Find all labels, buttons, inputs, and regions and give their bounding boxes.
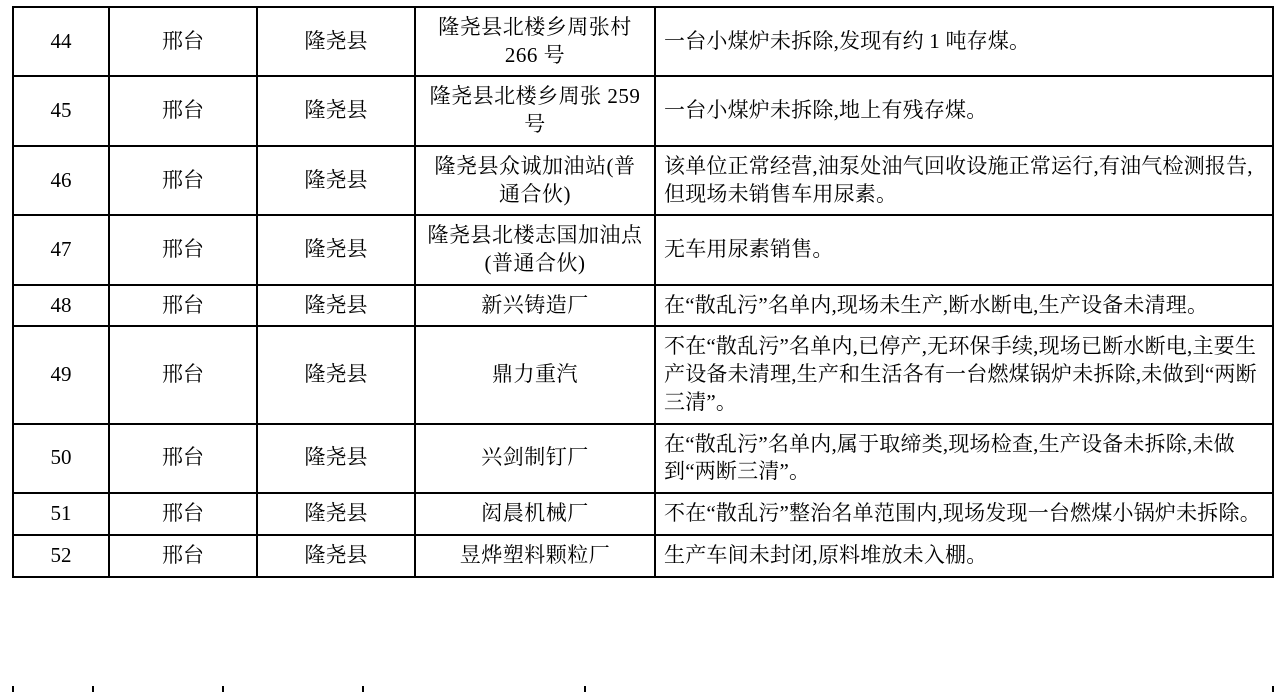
row-county-text: 隆尧县 (304, 362, 368, 387)
row-index-cell (13, 76, 109, 145)
row-description-cell (655, 493, 1273, 535)
row-entity-cell (415, 7, 655, 76)
row-entity-text: 兴剑制钉厂 (481, 445, 589, 470)
row-entity-cell (415, 76, 655, 145)
row-county-text: 隆尧县 (304, 542, 368, 567)
document-page (0, 6, 1280, 692)
row-city-cell (109, 493, 257, 535)
row-city-text: 邢台 (162, 237, 204, 262)
row-entity-text: 隆尧县北楼乡周张村 266 号 (438, 15, 632, 67)
row-county-cell (257, 7, 415, 76)
row-entity-cell (415, 146, 655, 215)
row-index-text: 47 (50, 237, 72, 262)
row-city-text: 邢台 (162, 98, 204, 123)
row-county-cell (257, 146, 415, 215)
row-index-text: 50 (50, 445, 72, 470)
row-description-text: 无车用尿素销售。 (664, 237, 834, 262)
row-description-text: 不在“散乱污”名单内,已停产,无环保手续,现场已断水断电,主要生产设备未清理,生产和生活各有一台燃煤锅炉未拆除,未做到“两断三清”。 (664, 334, 1257, 414)
row-county-text: 隆尧县 (304, 167, 368, 192)
row-index-cell (13, 535, 109, 577)
row-county-cell (257, 285, 415, 327)
row-entity-text: 闳晨机械厂 (481, 501, 589, 526)
row-county-text: 隆尧县 (304, 292, 368, 317)
inspection-table (12, 6, 1274, 578)
row-city-text: 邢台 (162, 362, 204, 387)
row-index-cell (13, 215, 109, 284)
row-city-cell (109, 7, 257, 76)
row-city-cell (109, 326, 257, 423)
row-entity-cell (415, 535, 655, 577)
table-row (13, 146, 1273, 215)
row-city-text: 邢台 (162, 28, 204, 53)
row-entity-text: 隆尧县北楼乡周张 259 号 (429, 84, 641, 137)
row-description-text: 在“散乱污”名单内,属于取缔类,现场检查,生产设备未拆除,未做到“两断三清”。 (664, 431, 1235, 484)
row-entity-cell (415, 285, 655, 327)
row-description-text: 生产车间未封闭,原料堆放未入棚。 (664, 542, 988, 567)
row-city-text: 邢台 (162, 445, 204, 470)
row-description-cell (655, 535, 1273, 577)
row-city-cell (109, 535, 257, 577)
row-index-text: 46 (50, 167, 72, 192)
table-body (13, 7, 1273, 577)
row-entity-text: 昱烨塑料颗粒厂 (459, 542, 611, 567)
row-description-cell (655, 76, 1273, 145)
row-entity-text: 隆尧县北楼志国加油点(普通合伙) (427, 223, 643, 276)
row-city-cell (109, 76, 257, 145)
row-county-text: 隆尧县 (304, 98, 368, 123)
row-entity-text: 鼎力重汽 (492, 362, 578, 387)
row-description-text: 该单位正常经营,油泵处油气回收设施正常运行,有油气检测报告,但现场未销售车用尿素。 (664, 153, 1253, 206)
row-description-text: 一台小煤炉未拆除,地上有残存煤。 (664, 98, 988, 123)
row-index-text: 44 (50, 28, 72, 53)
row-city-cell (109, 146, 257, 215)
row-index-cell (13, 146, 109, 215)
table-row (13, 424, 1273, 493)
row-county-text: 隆尧县 (304, 237, 368, 262)
table-row (13, 285, 1273, 327)
row-index-text: 51 (50, 501, 72, 526)
row-city-text: 邢台 (162, 167, 204, 192)
row-county-cell (257, 76, 415, 145)
row-description-cell (655, 285, 1273, 327)
row-description-text: 在“散乱污”名单内,现场未生产,断水断电,生产设备未清理。 (664, 292, 1209, 317)
row-description-text: 不在“散乱污”整治名单范围内,现场发现一台燃煤小锅炉未拆除。 (664, 501, 1261, 526)
table-row (13, 326, 1273, 423)
row-entity-text: 新兴铸造厂 (481, 292, 589, 317)
row-city-text: 邢台 (162, 501, 204, 526)
table-row (13, 535, 1273, 577)
row-entity-cell (415, 215, 655, 284)
row-index-cell (13, 424, 109, 493)
row-index-text: 45 (50, 98, 72, 123)
row-county-cell (257, 535, 415, 577)
row-description-cell (655, 215, 1273, 284)
row-entity-cell (415, 424, 655, 493)
row-county-cell (257, 215, 415, 284)
row-index-text: 49 (50, 362, 72, 387)
row-index-cell (13, 7, 109, 76)
row-description-cell (655, 326, 1273, 423)
row-index-text: 52 (50, 542, 72, 567)
row-index-cell (13, 493, 109, 535)
table-row (13, 7, 1273, 76)
row-entity-cell (415, 326, 655, 423)
row-index-cell (13, 326, 109, 423)
row-description-cell (655, 146, 1273, 215)
row-city-cell (109, 285, 257, 327)
row-city-cell (109, 215, 257, 284)
row-city-cell (109, 424, 257, 493)
table-bottom-edge (12, 686, 1274, 692)
row-city-text: 邢台 (162, 292, 204, 317)
row-city-text: 邢台 (162, 542, 204, 567)
row-index-cell (13, 285, 109, 327)
table-row (13, 215, 1273, 284)
row-county-cell (257, 493, 415, 535)
row-description-cell (655, 424, 1273, 493)
table-row (13, 493, 1273, 535)
row-county-cell (257, 326, 415, 423)
row-county-text: 隆尧县 (304, 501, 368, 526)
row-entity-cell (415, 493, 655, 535)
row-entity-text: 隆尧县众诚加油站(普通合伙) (434, 153, 636, 206)
row-index-text: 48 (50, 292, 72, 317)
row-description-cell (655, 7, 1273, 76)
row-description-text: 一台小煤炉未拆除,发现有约 1 吨存煤。 (664, 28, 1031, 53)
table-row (13, 76, 1273, 145)
row-county-text: 隆尧县 (304, 445, 368, 470)
row-county-text: 隆尧县 (304, 28, 368, 53)
row-county-cell (257, 424, 415, 493)
